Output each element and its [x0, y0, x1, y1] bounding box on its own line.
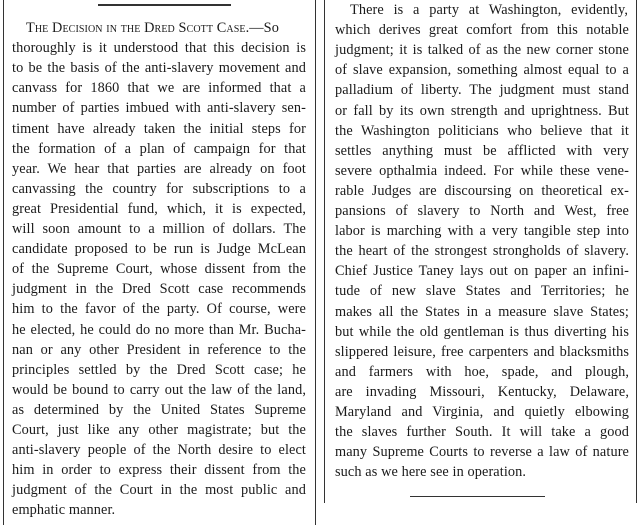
- article-text-line: number of parties imbued with anti-slavery sen-: [12, 100, 306, 117]
- article-text-line: will soon amount to a million of dollars. The: [12, 221, 306, 237]
- article-text-line: of slave expansion, something almost equal to a: [335, 62, 629, 79]
- article-text-line: candidate proposed to be run is Judge McLean: [12, 241, 306, 258]
- article-text-line: palladium of liberty. The judgment must stand: [335, 82, 629, 99]
- left-column-border-left: [3, 0, 4, 525]
- article-text-line: canvassing the country for subscriptions to a: [12, 180, 306, 197]
- article-text-line: him to the favor of the party. Of course, were: [12, 301, 306, 318]
- article-text-line: the heart of the strongest strongholds of slavery.: [335, 243, 629, 260]
- column-divider-left: [315, 0, 316, 525]
- article-text-line: would be bound to carry out the law of the land,: [12, 381, 306, 398]
- article-text-line: thoroughly is it understood that this decision is: [12, 40, 306, 57]
- article-text: —So: [249, 20, 279, 36]
- article-text-line: labor is marching with a very tangible step into: [335, 223, 629, 240]
- article-text-line: nan or any other President in reference to the: [12, 341, 306, 358]
- article-text-line: the slaves further South. It will take a good: [335, 424, 629, 441]
- article-text-line: timent have already taken the initial steps for: [12, 120, 306, 137]
- article-text-line: him in order to express their dissent from the: [12, 462, 306, 479]
- article-text-line: many Supreme Courts to reverse a law of nature: [335, 444, 629, 461]
- article-text-line: of the Supreme Court, whose dissent from the: [12, 261, 306, 278]
- article-text-line: tude of new slave States and Territories; he: [335, 283, 629, 300]
- article-text-line: Chief Justice Taney lays out on paper an infini-: [335, 263, 629, 280]
- article-text-line: emphatic manner.: [12, 502, 116, 519]
- right-column-border-right: [636, 0, 637, 503]
- article-text-line: the formation of a plan of campaign for that: [12, 140, 306, 157]
- article-text-line: as determined by the United States Supreme: [12, 401, 306, 418]
- article-text-line: pansions of slavery to North and West, free: [335, 203, 629, 219]
- article-text-line: to be the basis of the anti-slavery movement and: [12, 60, 306, 77]
- article-text-line: There is a party at Washington, evidently,: [350, 2, 628, 18]
- article-text-line: great Presidential fund, which, it is expected,: [12, 200, 306, 217]
- article-text-line: canvass for 1860 that we are informed that a: [12, 80, 306, 97]
- column-divider-right: [324, 0, 325, 503]
- article-text-line: makes all the States in a measure slave States;: [335, 303, 629, 320]
- article-text-line: which derives great comfort from this notable: [335, 22, 629, 39]
- article-text-line: judgment in the Dred Scott case recommends: [12, 281, 306, 298]
- article-text-line: rable Judges are discoursing on theoretical ex-: [335, 182, 629, 199]
- headline-line: [26, 18, 306, 38]
- article-text-line: and farmers with hoe, spade, and plough,: [335, 363, 629, 380]
- article-text-line: anti-slavery people of the North desire to elect: [12, 442, 306, 459]
- article-text-line: judgment of the Court in the most public and: [12, 482, 306, 499]
- article-text-line: he elected, he could do no more than Mr. Bucha-: [12, 321, 306, 338]
- article-text-line: or fall by its own strength and uprightness. But: [335, 102, 629, 119]
- article-text-line: Maryland and Virginia, and quietly elbowing: [335, 404, 629, 420]
- article-text-line: Court, just like any other magistrate; but the: [12, 422, 306, 438]
- article-text-line: such as we here see in operation.: [335, 464, 527, 481]
- article-text-line: judgment; it is talked of as the new corner stone: [335, 42, 629, 59]
- article-text-line: but while the old gentleman is thus diverting his: [335, 323, 629, 340]
- article-text-line: principles settled by the Dred Scott case; he: [12, 361, 306, 378]
- bottom-separator-rule: [410, 496, 545, 497]
- top-separator-rule: [98, 4, 231, 6]
- article-text-line: settles anything must be afflicted with very: [335, 142, 629, 159]
- article-text-line: the Washington politicians who believe that it: [335, 122, 629, 139]
- article-headline: The Decision in the Dred Scott Case.: [26, 20, 250, 36]
- article-text-line: severe opthalmia indeed. For while these vene-: [335, 162, 629, 179]
- article-text-line: slippered leisure, free carpenters and blacksmiths: [335, 343, 629, 360]
- article-text-line: are invading Missouri, Kentucky, Delaware,: [335, 383, 629, 400]
- article-text-line: year. We hear that parties are already on foot: [12, 160, 306, 177]
